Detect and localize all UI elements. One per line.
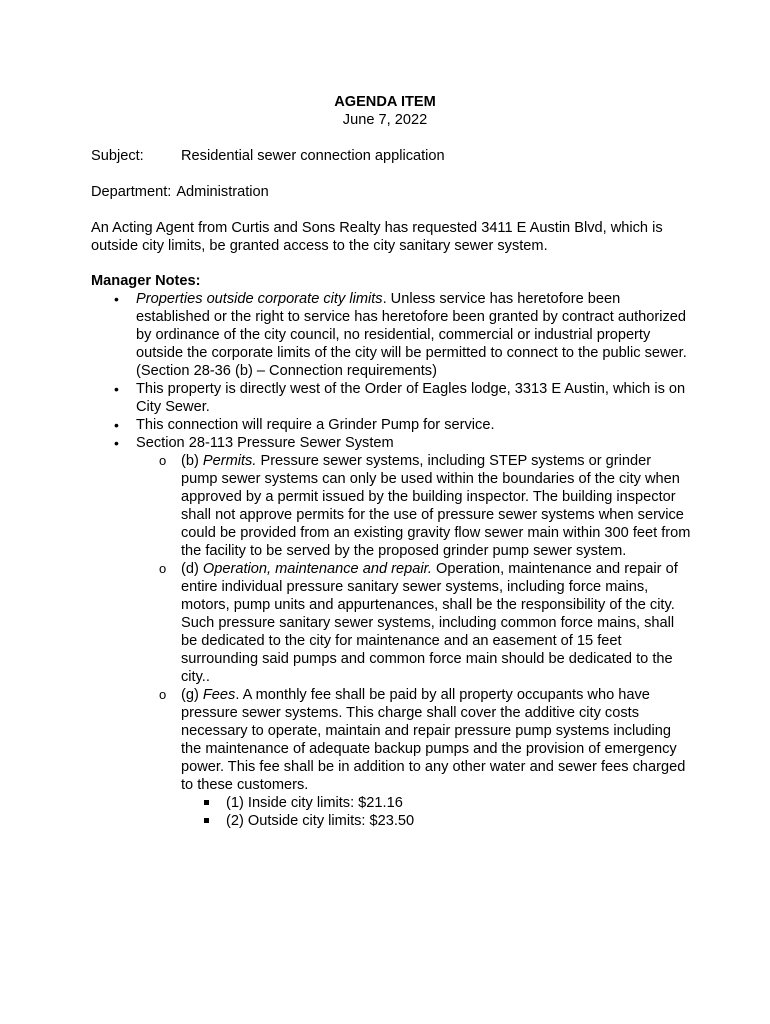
intro-paragraph: An Acting Agent from Curtis and Sons Realty has requested 3411 E Austin Blvd, which is outside city limits, be granted access to the city sanitary sewer system. bbox=[91, 220, 663, 254]
subitem-prefix: (d) bbox=[181, 561, 203, 577]
list-item bbox=[91, 416, 691, 434]
sub-list-item bbox=[136, 452, 691, 560]
subitem-prefix: (b) bbox=[181, 453, 203, 469]
department-value: Administration bbox=[176, 184, 269, 200]
subject-line bbox=[91, 147, 691, 165]
subitem-text: Pressure sewer systems, including STEP systems or grinder pump sewer systems can only be used within the boundaries of the city when approved by a permit issued by the building inspector. The building inspector shall not approve permits for the use of pressure sewer systems when service could be provided from an existing gravity flow sewer main within 300 feet from the facility to be served by the proposed grinder pump sewer system. bbox=[181, 453, 691, 559]
note-text: . Unless service has heretofore been established or the right to service has heretofore been granted by contract authorized by ordinance of the city council, no residential, commercial or industrial property outside the corporate limits of the city will be permitted to connect to the public sewer. (Section 28-36 (b) – Connection requirements) bbox=[136, 291, 687, 379]
subitem-text: . A monthly fee shall be paid by all property occupants who have pressure sewer systems. This charge shall cover the additive city costs necessary to operate, maintain and repair pressure pump systems including the maintenance of adequate backup pumps and the provision of emergency power. This fee shall be in addition to any other water and sewer fees charged to these customers. bbox=[181, 687, 686, 793]
sub-list-item bbox=[136, 560, 691, 686]
bullet-icon: • bbox=[114, 291, 119, 307]
manager-notes-heading: Manager Notes: bbox=[91, 273, 201, 289]
department-line bbox=[91, 183, 691, 201]
note-text: This property is directly west of the Order of Eagles lodge, 3313 E Austin, which is on City Sewer. bbox=[136, 381, 686, 415]
fee-text: (1) Inside city limits: $21.16 bbox=[226, 795, 403, 811]
subitem-lead: Fees bbox=[202, 687, 236, 703]
list-item bbox=[91, 380, 691, 416]
subitem-lead: Operation, maintenance and repair. bbox=[202, 561, 432, 577]
square-bullet-icon bbox=[204, 818, 209, 823]
fee-item bbox=[181, 794, 691, 812]
list-item bbox=[91, 290, 691, 380]
circle-bullet-icon: o bbox=[159, 687, 167, 702]
subitem-prefix: (g) bbox=[181, 687, 203, 703]
subject-value: Residential sewer connection application bbox=[181, 148, 445, 164]
manager-notes-list bbox=[91, 290, 691, 830]
bullet-icon: • bbox=[114, 381, 119, 397]
list-item bbox=[91, 434, 691, 830]
subject-label: Subject: bbox=[91, 148, 144, 164]
agenda-title: AGENDA ITEM bbox=[334, 94, 436, 110]
note-lead: Properties outside corporate city limits bbox=[136, 291, 383, 307]
square-bullet-icon bbox=[204, 800, 209, 805]
note-text: Section 28-113 Pressure Sewer System bbox=[136, 435, 394, 451]
circle-bullet-icon: o bbox=[159, 561, 167, 576]
fee-text: (2) Outside city limits: $23.50 bbox=[226, 813, 415, 829]
section-subitems-list bbox=[136, 452, 691, 830]
subitem-lead: Permits. bbox=[202, 453, 257, 469]
bullet-icon: • bbox=[114, 435, 119, 451]
fees-list bbox=[181, 794, 691, 830]
note-text: This connection will require a Grinder Pump for service. bbox=[136, 417, 495, 433]
department-label: Department: bbox=[91, 184, 172, 200]
bullet-icon: • bbox=[114, 417, 119, 433]
sub-list-item bbox=[136, 686, 691, 830]
subitem-text: Operation, maintenance and repair of entire individual pressure sanitary sewer systems, including force mains, motors, pump units and appurtenances, shall be the responsibility of the city. Such pressure sanitary sewer systems, including common force mains, shall be dedicated to the city for maintenance and an easement of 15 feet surrounding said pumps and common force main should be dedicated to the city.. bbox=[181, 561, 678, 685]
circle-bullet-icon: o bbox=[159, 453, 167, 468]
fee-item bbox=[181, 812, 691, 830]
agenda-date: June 7, 2022 bbox=[342, 112, 428, 128]
